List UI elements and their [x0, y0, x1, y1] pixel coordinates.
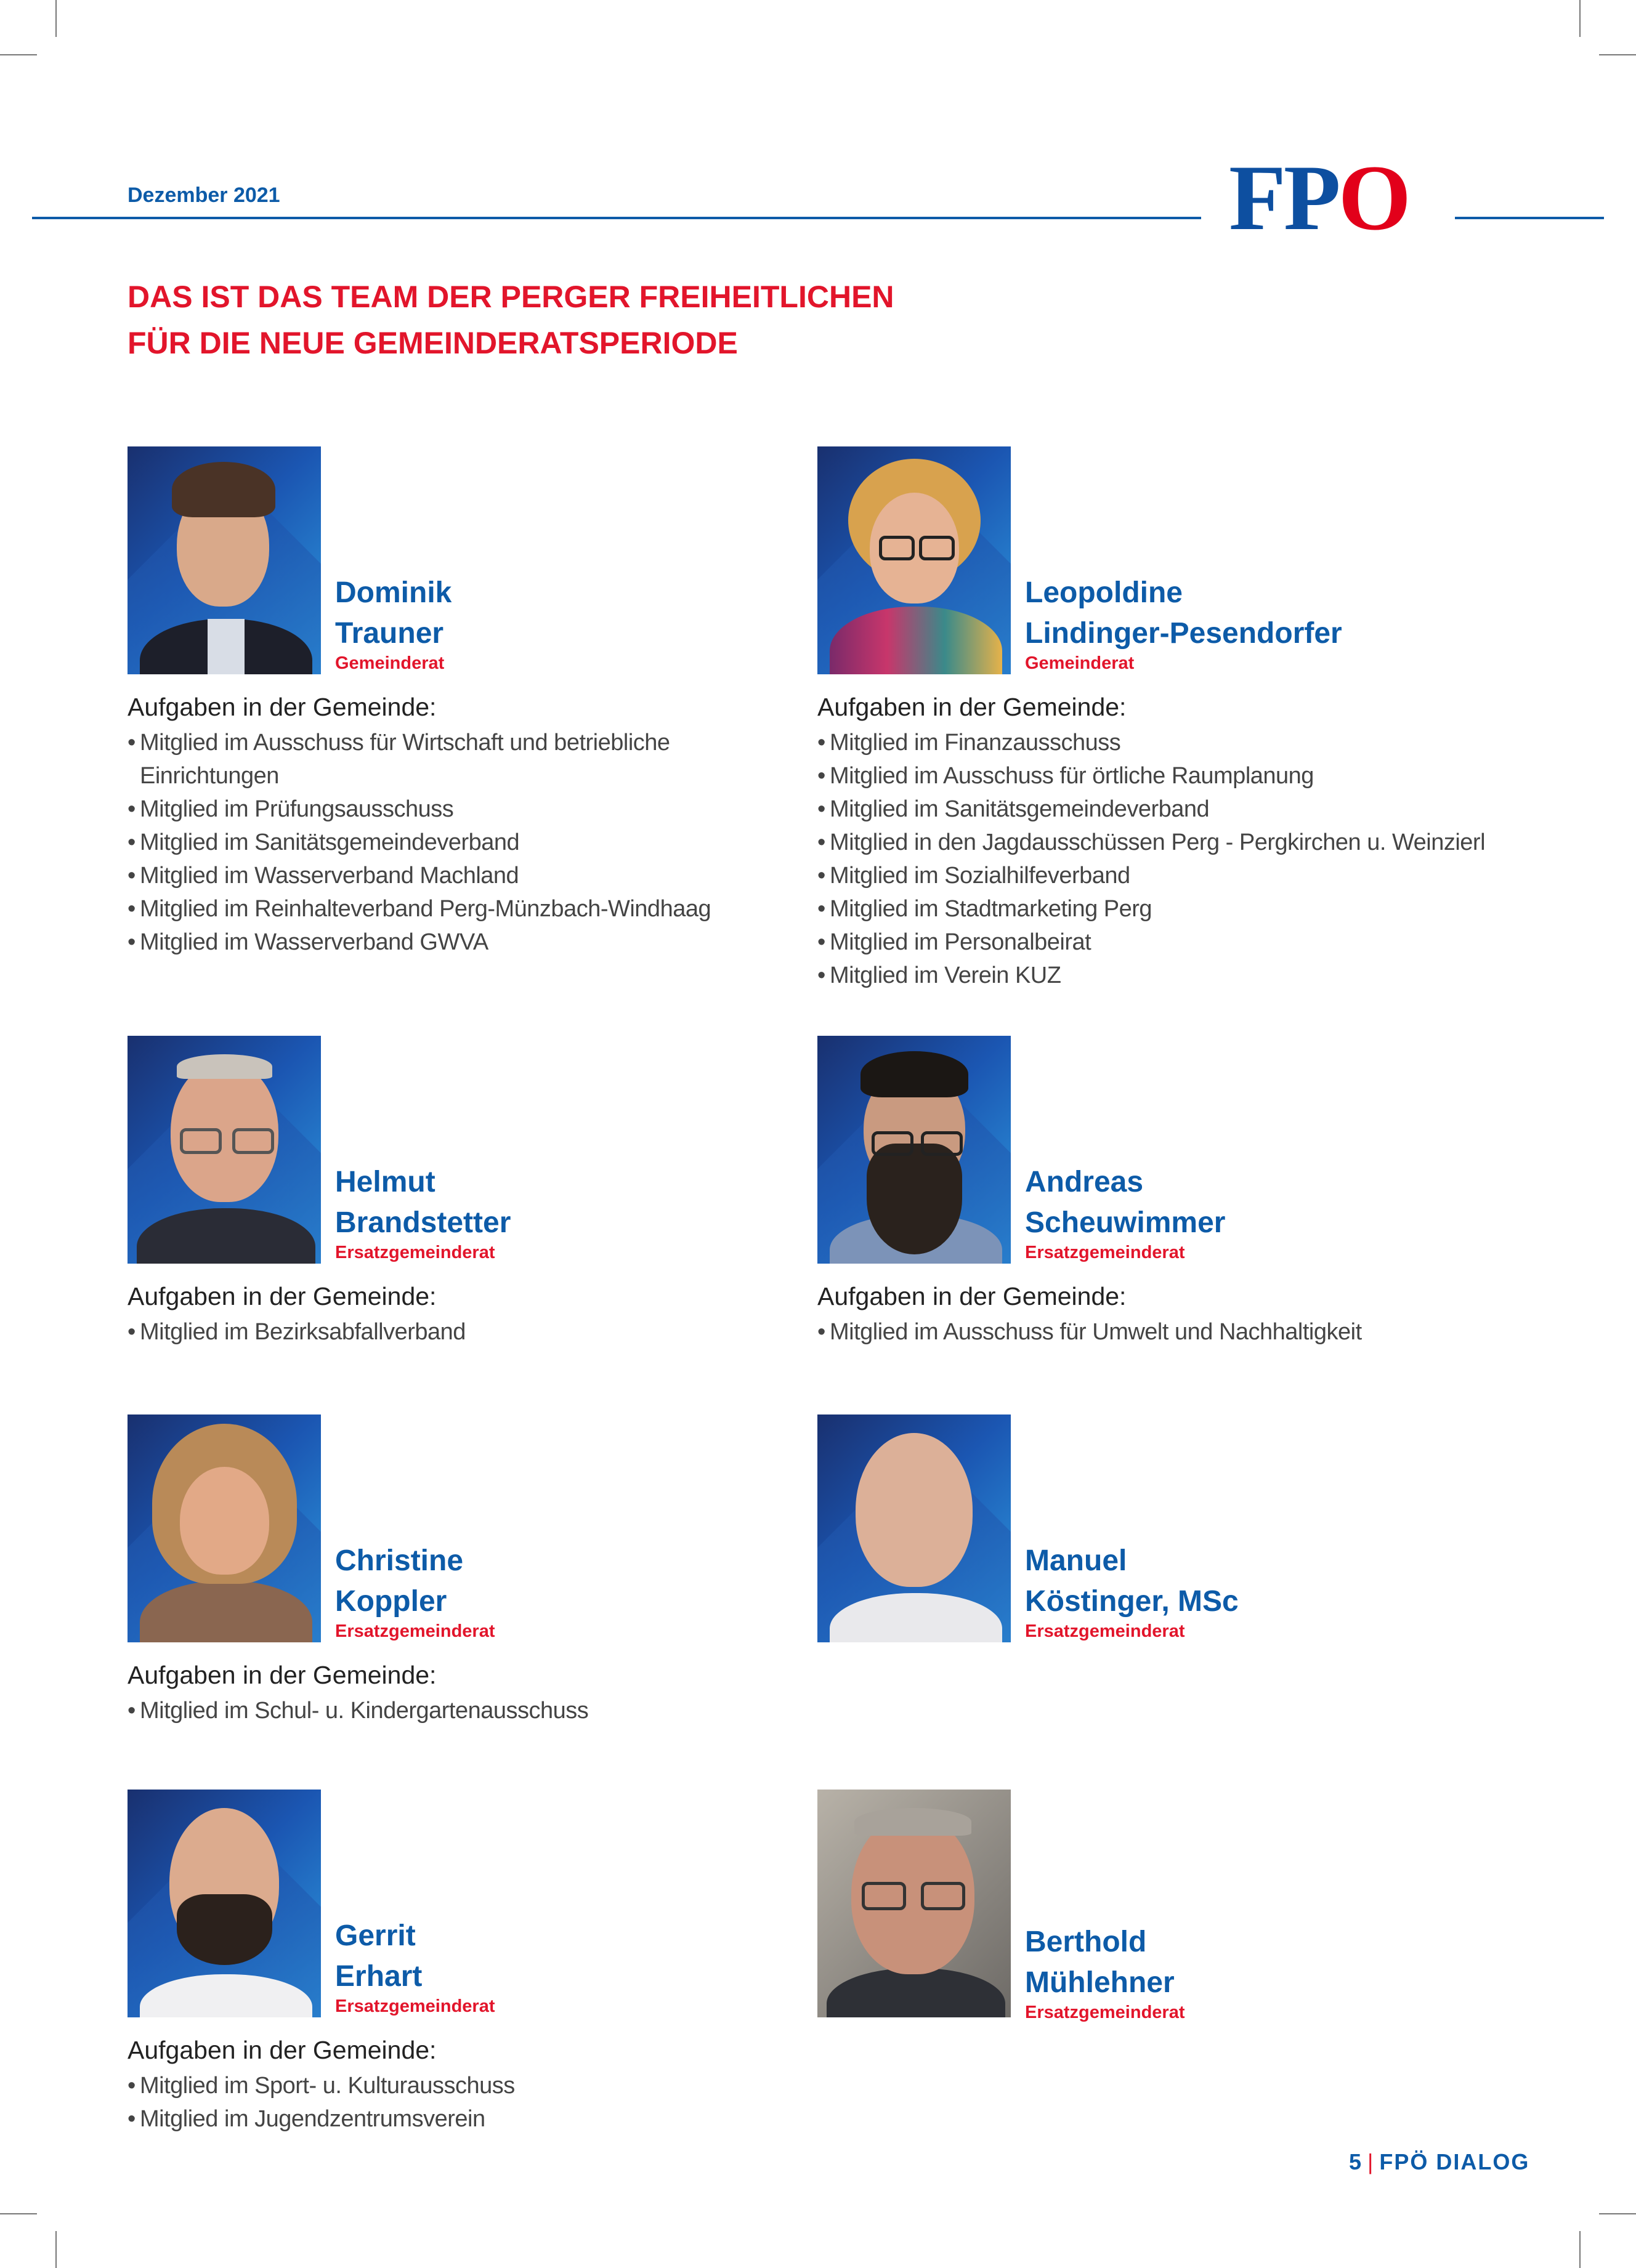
tasks-heading: Aufgaben in der Gemeinde: [817, 693, 1127, 721]
list-item: • Mitglied im Schul- u. Kindergartenausschuss [128, 1698, 589, 1724]
header-rule-right [1455, 217, 1604, 219]
list-item: • Mitglied im Ausschuss für örtliche Raumplanung [817, 763, 1314, 789]
list-item: • Mitglied in den Jagdausschüssen Perg - Pergkirchen u. Weinzierl [817, 829, 1486, 855]
publication-name: FPÖ DIALOG [1379, 2149, 1530, 2174]
member-first-name: Dominik [335, 576, 452, 609]
member-last-name: Köstinger, MSc [1025, 1585, 1239, 1618]
member-last-name: Erhart [335, 1960, 423, 1993]
tasks-heading: Aufgaben in der Gemeinde: [128, 1282, 437, 1310]
tasks-heading: Aufgaben in der Gemeinde: [128, 693, 437, 721]
member-photo [817, 1036, 1011, 1264]
member-photo [128, 446, 321, 674]
task-list [128, 2069, 515, 2136]
crop-mark [1579, 0, 1581, 37]
member-last-name: Mühlehner [1025, 1966, 1175, 1999]
crop-mark [1599, 2213, 1636, 2214]
member-first-name: Berthold [1025, 1926, 1147, 1958]
list-item: • Mitglied im Bezirksabfallverband [128, 1319, 466, 1345]
logo-o: O [1338, 146, 1409, 249]
page-number: 5 [1349, 2149, 1363, 2174]
member-last-name: Trauner [335, 617, 444, 650]
member-first-name: Andreas [1025, 1166, 1144, 1198]
list-item: • Mitglied im Ausschuss für Umwelt und Nachhaltigkeit [817, 1319, 1362, 1345]
crop-mark [1599, 54, 1636, 55]
list-item: • Mitglied im Sozialhilfeverband [817, 863, 1130, 889]
page-headline [128, 274, 894, 366]
tasks-heading: Aufgaben in der Gemeinde: [817, 1282, 1127, 1310]
member-last-name: Koppler [335, 1585, 447, 1618]
list-item: • Mitglied im Finanzausschuss [817, 730, 1121, 756]
member-role: Ersatzgemeinderat [1025, 1621, 1185, 1641]
crop-mark [1579, 2231, 1581, 2268]
list-item: • Mitglied im Prüfungsausschuss [128, 796, 454, 822]
headline-line-2: FÜR DIE NEUE GEMEINDERATSPERIODE [128, 326, 738, 360]
task-list [128, 1694, 588, 1727]
task-list [817, 1315, 1362, 1349]
header-rule-left [32, 217, 1201, 219]
member-photo [128, 1414, 321, 1642]
tasks-heading: Aufgaben in der Gemeinde: [128, 1661, 437, 1689]
headline-line-1: DAS IST DAS TEAM DER PERGER FREIHEITLICHEN [128, 280, 894, 314]
member-first-name: Leopoldine [1025, 576, 1183, 609]
member-role: Ersatzgemeinderat [1025, 1243, 1185, 1262]
member-first-name: Helmut [335, 1166, 435, 1198]
member-role: Ersatzgemeinderat [1025, 2003, 1185, 2022]
crop-mark [55, 0, 57, 37]
list-item: • Mitglied im Wasserverband GWVA [128, 929, 488, 955]
list-item: • Mitglied im Sanitätsgemeindeverband [817, 796, 1210, 822]
task-list [128, 1315, 466, 1349]
tasks-heading: Aufgaben in der Gemeinde: [128, 2036, 437, 2064]
member-last-name: Lindinger-Pesendorfer [1025, 617, 1342, 650]
list-item: • Mitglied im Sport- u. Kulturausschuss [128, 2073, 515, 2099]
list-item: • Mitglied im Verein KUZ [817, 962, 1061, 988]
list-item: • Mitglied im Sanitätsgemeindeverband [128, 829, 520, 855]
list-item: • Mitglied im Personalbeirat [817, 929, 1091, 955]
member-role: Ersatzgemeinderat [335, 1996, 495, 2016]
member-role: Ersatzgemeinderat [335, 1243, 495, 1262]
list-item: • Mitglied im Jugendzentrumsverein [128, 2106, 485, 2132]
crop-mark [0, 54, 37, 55]
crop-mark [0, 2213, 37, 2214]
crop-mark [55, 2231, 57, 2268]
member-role: Gemeinderat [335, 653, 445, 673]
list-item: • Mitglied im Reinhalteverband Perg-Münzbach-Windhaag [128, 896, 711, 922]
member-first-name: Manuel [1025, 1544, 1127, 1577]
member-photo [128, 1790, 321, 2017]
member-role: Gemeinderat [1025, 653, 1135, 673]
member-role: Ersatzgemeinderat [335, 1621, 495, 1641]
member-first-name: Christine [335, 1544, 464, 1577]
task-list [817, 726, 1485, 992]
task-list [128, 726, 711, 959]
list-item: • Mitglied im Ausschuss für Wirtschaft und betriebliche [128, 730, 670, 756]
member-last-name: Scheuwimmer [1025, 1206, 1226, 1239]
fpo-logo [1229, 146, 1409, 249]
logo-letters: FP [1229, 146, 1338, 249]
issue-date: Dezember 2021 [128, 184, 280, 207]
page-footer: 5 | FPÖ DIALOG [1349, 2149, 1530, 2174]
member-photo [128, 1036, 321, 1264]
member-photo [817, 1414, 1011, 1642]
member-last-name: Brandstetter [335, 1206, 511, 1239]
list-item: • Mitglied im Stadtmarketing Perg [817, 896, 1152, 922]
list-item: • Mitglied im Wasserverband Machland [128, 863, 519, 889]
list-item: Einrichtungen [140, 763, 279, 789]
member-photo [817, 1790, 1011, 2017]
member-first-name: Gerrit [335, 1919, 416, 1952]
member-photo [817, 446, 1011, 674]
